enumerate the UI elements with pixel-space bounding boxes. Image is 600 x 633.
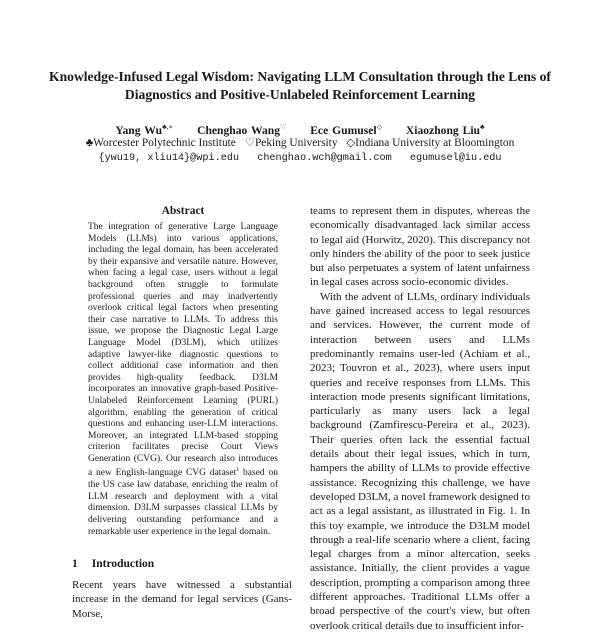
author: Xiaozhong Liu♣ — [405, 123, 485, 137]
email: {ywu19, xliu14}@wpi.edu — [98, 153, 240, 164]
affiliation: ◇Indiana University at Bloomington — [346, 137, 515, 149]
affiliation: ♡Peking University — [244, 137, 338, 149]
affiliation-list — [40, 135, 560, 151]
abstract-body: The integration of generative Large Language Models (LLMs) into various applications, including the legal domain, has been accelerated by their expansive and versatile nature. However, when facing a legal case, users without a legal background often struggle to formulate professional queries and may inadvertently overlook critical legal factors when presenting their case narrative to LLMs. To address this issue, we propose the Diagnostic Legal Large Language Model (D3LM), which utilizes adaptive lawyer-like diagnostic questions to collect additional case information and then provides high-quality feedback. D3LM incorporates an innovative graph-based Positive-Unlabeled Reinforcement Learning (PURL) algorithm, enabling the generation of critical questions and enhancing user-LLM interactions. Moreover, an integrated LLM-based stopping criterion facilitates precise Court Views Generation (CVG). Our research also introduces a new English-language CVG dataset$^1$ based on the US case law database, enriching the realm of LLM research and deployment with a vital dimension. D3LM surpasses classical LLMs by delivering outstanding performance and a remarkable user experience in the legal domain. — [88, 222, 278, 537]
section-heading: 1 Introduction — [72, 558, 155, 570]
email: chenghao.wch@gmail.com — [257, 153, 392, 164]
paragraph: With the advent of LLMs, ordinary individuals have gained increased access to legal resources and services. However, the current mode of interaction between users and LLMs predominantly remains user-led (Achiam et al., 2023; Touvron et al., 2023), where users input queries and receive responses from LLMs. This interaction mode presents significant limitations, particularly as many users lack a legal background (Zamfirescu-Pereira et al., 2023). Their queries often lack the essential factual details about their legal issues, which in turn, hampers the ability of LLMs to provide effective assistance. Recognizing this challenge, we have developed D3LM, a novel framework designed to act as a legal assistant, as illustrated in Fig. 1. In this toy example, we introduce the D3LM model through a real-life scenario where a client, facing legal charges from a minor altercation, seeks assistance. Initially, the client provides a vague description, prompting a comparison among three different approaches. Traditional LLMs offer a broad perspective of the court's view, but often overlook critical details due to insufficient infor- — [310, 290, 530, 632]
email: egumusel@iu.edu — [409, 153, 502, 164]
affiliation: ♣Worcester Polytechnic Institute — [85, 137, 236, 149]
footnote-mark: 1 — [236, 467, 240, 474]
right-column — [310, 204, 530, 632]
intro-paragraph-left: Recent years have witnessed a substantial increase in the demand for legal services (Gans-Morse, — [72, 579, 292, 620]
paragraph: teams to represent them in disputes, whereas the economically disadvantaged lack similar access to legal aid (Horwitz, 2020). This discrepancy not only hinders the ability of the poor to seek justice but also perpetuates a system of latent unfairness in legal cases across socio-economic divides. — [310, 205, 530, 289]
email-list — [40, 151, 560, 167]
abstract-heading: Abstract — [161, 205, 205, 217]
author: Ece Gumusel◇ — [310, 123, 382, 137]
author: Chenghao Wang♡ — [197, 123, 287, 137]
paper-title: Knowledge-Infused Legal Wisdom: Navigating LLM Consultation through the Lens of Diagnostics and Positive-Unlabeled Reinforcement Learning — [49, 69, 551, 102]
author: Yang Wu♣,∗ — [115, 123, 174, 137]
